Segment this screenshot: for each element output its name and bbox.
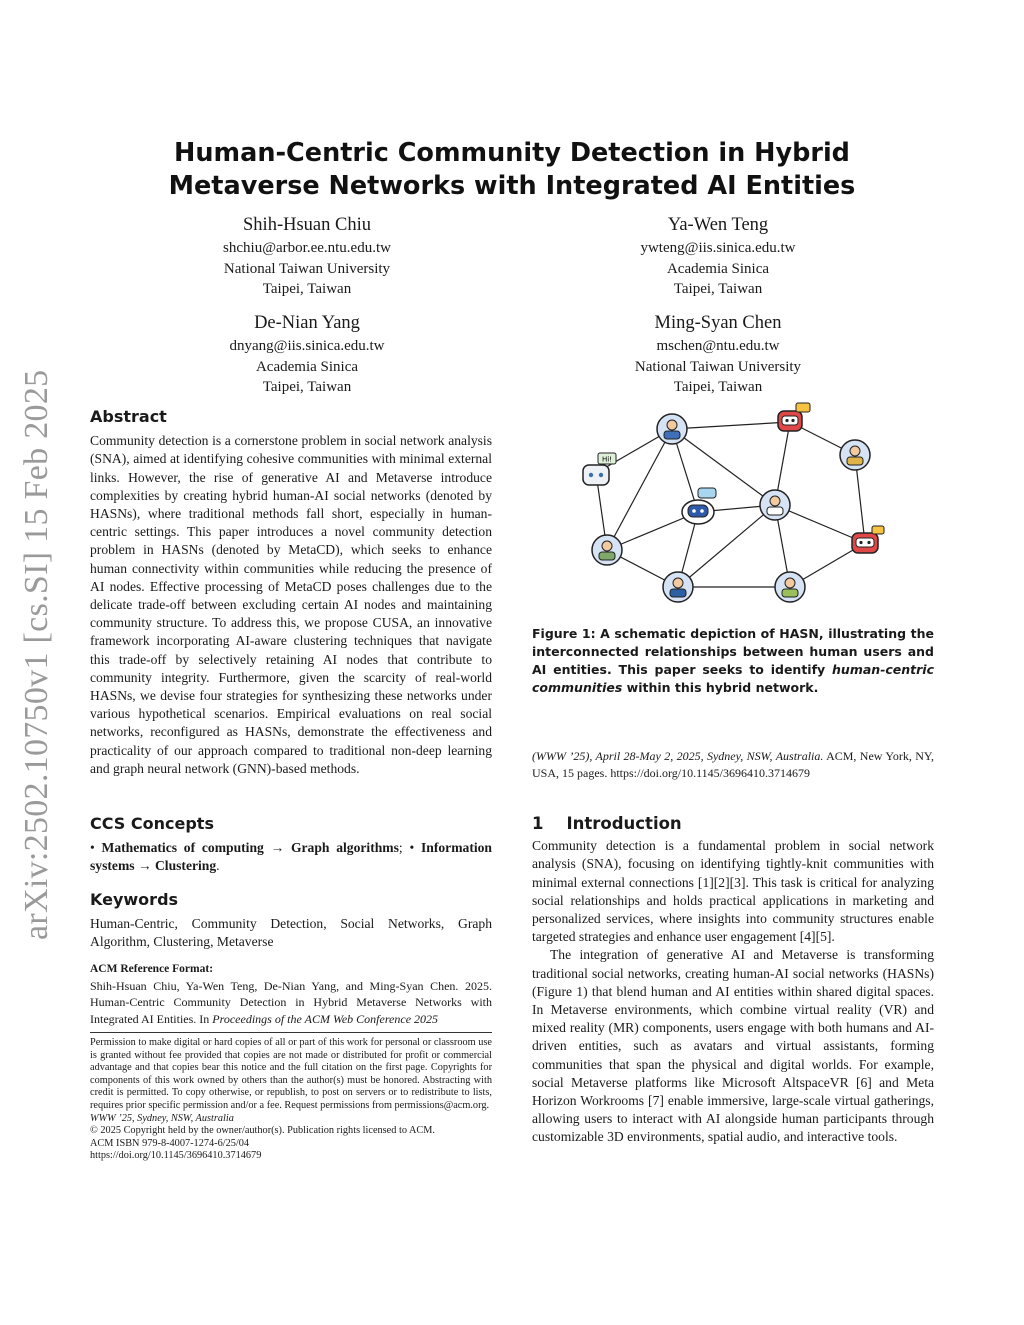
keywords-heading: Keywords [90,890,179,909]
keywords-section [90,891,492,952]
figure-caption: Figure 1: A schematic depiction of HASN, illustrating the interconnected relationships between human users and AI entities. This paper seeks to identify human-centric communities within this hybrid network. [532,626,934,695]
footnote-divider [90,1032,492,1033]
permission-isbn: ACM ISBN 979-8-4007-1274-6/25/04 [90,1137,250,1149]
permission-doi: https://doi.org/10.1145/3696410.3714679 [90,1150,262,1162]
author-block [147,213,467,300]
author-name: De-Nian Yang [254,313,360,333]
author-email: ywteng@iis.sinica.edu.tw [640,240,796,256]
human-node-icon [663,572,693,602]
author-affiliation: National Taiwan University [634,358,802,375]
human-node-icon [592,535,622,565]
permission-notice [90,1037,492,1163]
human-node-icon [760,490,790,520]
robot-greeting: Hi! [601,455,613,464]
edge [672,429,775,505]
permission-venue: WWW ’25, Sydney, NSW, Australia [90,1112,234,1124]
introduction-section [532,815,934,1147]
author-affiliation: National Taiwan University [223,260,391,277]
author-email: dnyang@iis.sinica.edu.tw [229,338,385,354]
ai-robot-node-icon [778,403,810,431]
permission-text: Permission to make digital or hard copies of all or part of this work for personal or classroom use is granted without fee provided that copies are not made or distributed for profit or commercial advantage and that copies bear this notice and the full citation on the first page. Copyrights for components of this work owned by others than the author(s) must be honored. Abstracting with credit is permitted. To copy otherwise, or republish, to post on servers or to redistribute to lists, requires prior specific permission and/or a fee. Request permissions from permissions@acm.org. [90,1037,492,1111]
human-node-icon [657,414,687,444]
network-edges [596,422,865,587]
author-location: Taipei, Taiwan [673,281,763,297]
acm-reference-heading: ACM Reference Format: [90,963,214,975]
ccs-section [90,815,492,876]
author-location: Taipei, Taiwan [262,379,352,395]
abstract-heading: Abstract [90,407,167,426]
arxiv-side-label: arXiv:2502.10750v1 [cs.SI] 15 Feb 2025 [18,369,55,940]
abstract-text: Community detection is a cornerstone problem in social network analysis (SNA), aimed at identifying cohesive communities with minimal external links. However, the rise of generative AI and Metaverse introduce complexities by creating hybrid human-AI social networks (denoted by HASNs), where traditional methods fall short, especially in human-centric settings. This paper introduces a novel community detection problem in HASNs (denoted by MetaCD), which seeks to enhance human connectivity within communities while reducing the presence of AI nodes. Effective processing of MetaCD poses challenges due to the delicate trade-off between excluding certain AI nodes and maintaining community structure. To address this, we propose CUSA, an innovative framework incorporating AI-aware clustering techniques that navigate this trade-off by selectively retaining AI nodes that contribute to community integrity. Furthermore, given the scarcity of real-world HASNs, we devise four strategies for synthesizing these networks under various hypothetical scenarios. Empirical evaluations on real social networks, reconfigured as HASNs, demonstrate the effectiveness and practicality of our approach compared to traditional non-deep learning and graph neural network (GNN)-based methods. [90,433,492,776]
edge [672,422,790,429]
author-block [558,311,878,398]
abstract-section [90,408,492,778]
introduction-paragraph: Community detection is a fundamental problem in social network analysis (SNA), focusing on identifying tightly-knit communities with minimal external connections [1][2][3]. This task is critical for analyzing social relationships and holds practical applications in marketing and personalized services, where insights into community structures enable targeted strategies and enhance user engagement [4][5]. [532,838,934,945]
introduction-heading: 1 Introduction [532,814,682,833]
author-name: Shih-Hsuan Chiu [243,215,371,235]
author-affiliation: Academia Sinica [666,260,770,277]
acm-reference [90,961,492,1027]
ccs-heading: CCS Concepts [90,814,214,833]
author-location: Taipei, Taiwan [262,281,352,297]
keywords-text: Human-Centric, Community Detection, Social Networks, Graph Algorithm, Clustering, Metaverse [90,916,492,950]
ai-robot-node-icon [852,526,884,553]
author-email: mschen@ntu.edu.tw [656,338,780,354]
paper-title: Human-Centric Community Detection in Hybrid Metaverse Networks with Integrated AI Entities [168,138,856,201]
author-email: shchiu@arbor.ee.ntu.edu.tw [223,240,391,256]
author-block [558,213,878,300]
author-block [147,311,467,398]
author-name: Ming-Syan Chen [654,313,782,333]
author-location: Taipei, Taiwan [673,379,763,395]
ai-robot-node-icon [682,488,716,524]
hasn-figure [560,395,910,615]
author-name: Ya-Wen Teng [667,215,769,235]
ccs-text: • Mathematics of computing → Graph algorithms; • Information systems → Clustering. [90,840,492,874]
author-affiliation: Academia Sinica [255,358,359,375]
acm-reference-continued: (WWW ’25), April 28-May 2, 2025, Sydney, NSW, Australia. ACM, New York, NY, USA, 15 pages. https://doi.org/10.1145/3696410.3714679 [532,749,934,780]
human-node-icon [775,572,805,602]
permission-copyright: © 2025 Copyright held by the owner/author(s). Publication rights licensed to ACM. [90,1125,436,1137]
acm-reference-text: Shih-Hsuan Chiu, Ya-Wen Teng, De-Nian Yang, and Ming-Syan Chen. 2025. Human-Centric Community Detection in Hybrid Metaverse Networks with Integrated AI Entities. In Proceedings of the ACM Web Conference 2025 [90,978,492,1026]
introduction-paragraph: The integration of generative AI and Metaverse is transforming traditional social networks, creating human-AI social networks (HASNs) (Figure 1) that blend human and AI entities within shared digital spaces. In Metaverse environments, which combine virtual reality (VR) and mixed reality (MR) components, users engage with both humans and AI-driven entities, such as avatars and virtual assistants, forming communities that span the physical and digital worlds. For example, social Metaverse platforms like Microsoft AltspaceVR [6] and Meta Horizon Workrooms [7] enable immersive, large-scale virtual gatherings, allowing users to interact with AI alongside human participants through customizable 3D environments, spatial audio, and interactive tools. [532,947,934,1145]
human-node-icon [840,440,870,470]
ai-robot-node-icon [583,453,616,485]
